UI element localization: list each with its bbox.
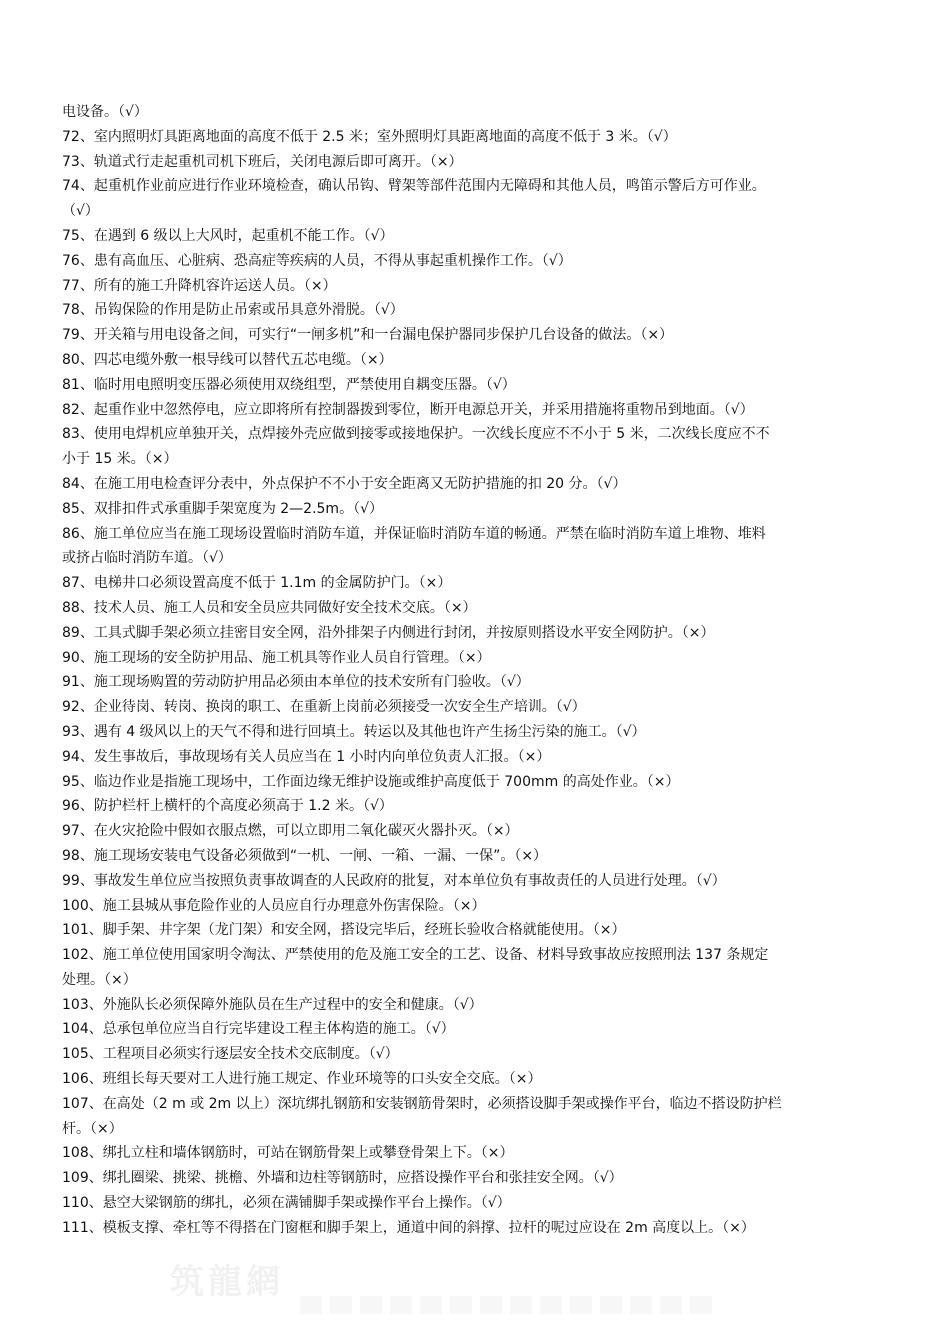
- list-item: [62, 298, 904, 323]
- text-line: 98、施工现场安装电气设备必须做到“一机、一闸、一箱、一漏、一保”。（×）: [62, 847, 548, 864]
- text-line: 103、外施队长必须保障外施队员在生产过程中的安全和健康。（√）: [62, 996, 483, 1013]
- list-item: [62, 670, 904, 695]
- list-item: [62, 1166, 904, 1191]
- text-line: 85、双排扣件式承重脚手架宽度为 2—2.5m。（√）: [62, 500, 383, 517]
- text-line: 106、班组长每天要对工人进行施工规定、作业环境等的口头安全交底。（×）: [62, 1071, 542, 1088]
- list-item: [62, 869, 904, 894]
- text-line: 83、使用电焊机应单独开关，点焊接外壳应做到接零或接地保护。一次线长度应不不小于 5 米，二次线长度应不不: [62, 426, 770, 443]
- list-item: [62, 274, 904, 299]
- list-item: [62, 720, 904, 745]
- list-item: [62, 1092, 904, 1142]
- text-line: 96、防护栏杆上横杆的个高度必须高于 1.2 米。（√）: [62, 798, 393, 815]
- text-line: 84、在施工用电检查评分表中，外点保护不不小于安全距离又无防护措施的扣 20 分。（√）: [62, 475, 627, 492]
- text-line: 86、施工单位应当在施工现场设置临时消防车道，并保证临时消防车道的畅通。严禁在临时消防车道上堆物、堆料: [62, 525, 766, 542]
- text-line: 100、施工县城从事危险作业的人员应自行办理意外伤害保险。（×）: [62, 897, 486, 914]
- list-item: [62, 224, 904, 249]
- text-line: 75、在遇到 6 级以上大风时，起重机不能工作。（√）: [62, 227, 394, 244]
- list-item: [62, 1067, 904, 1092]
- text-line: 107、在高处（2 m 或 2m 以上）深坑绑扎钢筋和安装钢筋骨架时，必须搭设脚手架或操作平台，临边不搭设防护栏: [62, 1095, 782, 1112]
- text-line: 111、模板支撑、牵杠等不得搭在门窗框和脚手架上，通道中间的斜撑、拉杆的呢过应设在 2m 高度以上。（×）: [62, 1219, 755, 1236]
- question-list: [62, 100, 904, 1241]
- text-line: 101、脚手架、井字架（龙门架）和安全网，搭设完毕后，经班长验收合格就能使用。（×）: [62, 922, 626, 939]
- list-item: [62, 174, 904, 224]
- list-item: [62, 844, 904, 869]
- text-line: 88、技术人员、施工人员和安全员应共同做好安全技术交底。（×）: [62, 599, 477, 616]
- text-line: 102、施工单位使用国家明令淘汰、严禁使用的危及施工安全的工艺、设备、材料导致事故应按照刑法 137 条规定: [62, 947, 769, 964]
- list-item: [62, 150, 904, 175]
- list-item: [62, 497, 904, 522]
- list-item: [62, 1042, 904, 1067]
- text-line: 97、在火灾抢险中假如衣服点燃，可以立即用二氧化碳灭火器扑灭。（×）: [62, 823, 519, 840]
- text-line: 78、吊钩保险的作用是防止吊索或吊具意外滑脱。（√）: [62, 302, 404, 319]
- list-item: [62, 770, 904, 795]
- list-item: [62, 522, 904, 572]
- text-line: 杆。（×）: [62, 1120, 123, 1137]
- list-item: [62, 1017, 904, 1042]
- list-item: [62, 373, 904, 398]
- text-line: 110、悬空大梁钢筋的绑扎，必须在满铺脚手架或操作平台上操作。（√）: [62, 1195, 511, 1212]
- text-line: 108、绑扎立柱和墙体钢筋时，可站在钢筋骨架上或攀登骨架上下。（×）: [62, 1145, 514, 1162]
- list-item: [62, 695, 904, 720]
- list-item: [62, 100, 904, 125]
- text-line: 105、工程项目必须实行逐层安全技术交底制度。（√）: [62, 1046, 399, 1063]
- list-item: [62, 571, 904, 596]
- text-line: 82、起重作业中忽然停电，应立即将所有控制器拨到零位，断开电源总开关，并采用措施将重物吊到地面。（√）: [62, 401, 754, 418]
- list-item: [62, 819, 904, 844]
- text-line: 93、遇有 4 级风以上的天气不得和进行回填土。转运以及其他也许产生扬尘污染的施工。（√）: [62, 723, 646, 740]
- text-line: 90、施工现场的安全防护用品、施工机具等作业人员自行管理。（×）: [62, 649, 491, 666]
- list-item: [62, 398, 904, 423]
- list-item: [62, 1191, 904, 1216]
- list-item: [62, 323, 904, 348]
- list-item: [62, 1141, 904, 1166]
- list-item: [62, 125, 904, 150]
- list-item: [62, 596, 904, 621]
- text-line: 77、所有的施工升降机容许运送人员。（×）: [62, 277, 337, 294]
- text-line: 109、绑扎圈梁、挑梁、挑檐、外墙和边柱等钢筋时，应搭设操作平台和张挂安全网。（√）: [62, 1170, 623, 1187]
- list-item: [62, 348, 904, 373]
- text-line: （√）: [62, 203, 99, 220]
- text-line: 电设备。（√）: [62, 104, 148, 120]
- list-item: [62, 745, 904, 770]
- text-line: 94、发生事故后，事故现场有关人员应当在 1 小时内向单位负责人汇报。（×）: [62, 748, 551, 765]
- text-line: 95、临边作业是指施工现场中，工作面边缘无维护设施或维护高度低于 700mm 的高处作业。（×）: [62, 773, 680, 790]
- text-line: 104、总承包单位应当自行完毕建设工程主体构造的施工。（√）: [62, 1021, 455, 1038]
- text-line: 73、轨道式行走起重机司机下班后，关闭电源后即可离开。（×）: [62, 153, 463, 170]
- list-item: [62, 249, 904, 274]
- text-line: 80、四芯电缆外敷一根导线可以替代五芯电缆。（×）: [62, 351, 393, 368]
- text-line: 或挤占临时消防车道。（√）: [62, 550, 232, 567]
- text-line: 89、工具式脚手架必须立挂密目安全网，沿外排架子内侧进行封闭，并按原则搭设水平安全网防护。（×）: [62, 624, 715, 641]
- text-line: 87、电梯井口必须设置高度不低于 1.1m 的金属防护门。（×）: [62, 575, 452, 592]
- text-line: 处理。（×）: [62, 971, 137, 988]
- text-line: 81、临时用电照明变压器必须使用双绕组型，严禁使用自耦变压器。（√）: [62, 376, 516, 393]
- text-line: 92、企业待岗、转岗、换岗的职工、在重新上岗前必须接受一次安全生产培训。（√）: [62, 699, 586, 716]
- text-line: 72、室内照明灯具距离地面的高度不低于 2.5 米；室外照明灯具距离地面的高度不低于 3 米。（√）: [62, 128, 677, 145]
- list-item: [62, 1216, 904, 1241]
- list-item: [62, 993, 904, 1018]
- text-line: 小于 15 米。（×）: [62, 451, 178, 468]
- list-item: [62, 794, 904, 819]
- list-item: [62, 472, 904, 497]
- list-item: [62, 621, 904, 646]
- text-line: 76、患有高血压、心脏病、恐高症等疾病的人员，不得从事起重机操作工作。（√）: [62, 252, 572, 269]
- text-line: 79、开关箱与用电设备之间，可实行“一闸多机”和一台漏电保护器同步保护几台设备的做法。（×）: [62, 327, 674, 344]
- list-item: [62, 646, 904, 671]
- text-line: 99、事故发生单位应当按照负责事故调查的人民政府的批复，对本单位负有事故责任的人员进行处理。（√）: [62, 872, 726, 889]
- list-item: [62, 894, 904, 919]
- list-item: [62, 422, 904, 472]
- text-line: 74、起重机作业前应进行作业环境检查，确认吊钩、臂架等部件范围内无障碍和其他人员，鸣笛示警后方可作业。: [62, 178, 766, 195]
- list-item: [62, 918, 904, 943]
- watermark-text: 筑龍網: [170, 1262, 284, 1302]
- text-line: 91、施工现场购置的劳动防护用品必须由本单位的技术安所有门验收。（√）: [62, 674, 530, 691]
- list-item: [62, 943, 904, 993]
- watermark-pattern: [300, 1296, 720, 1314]
